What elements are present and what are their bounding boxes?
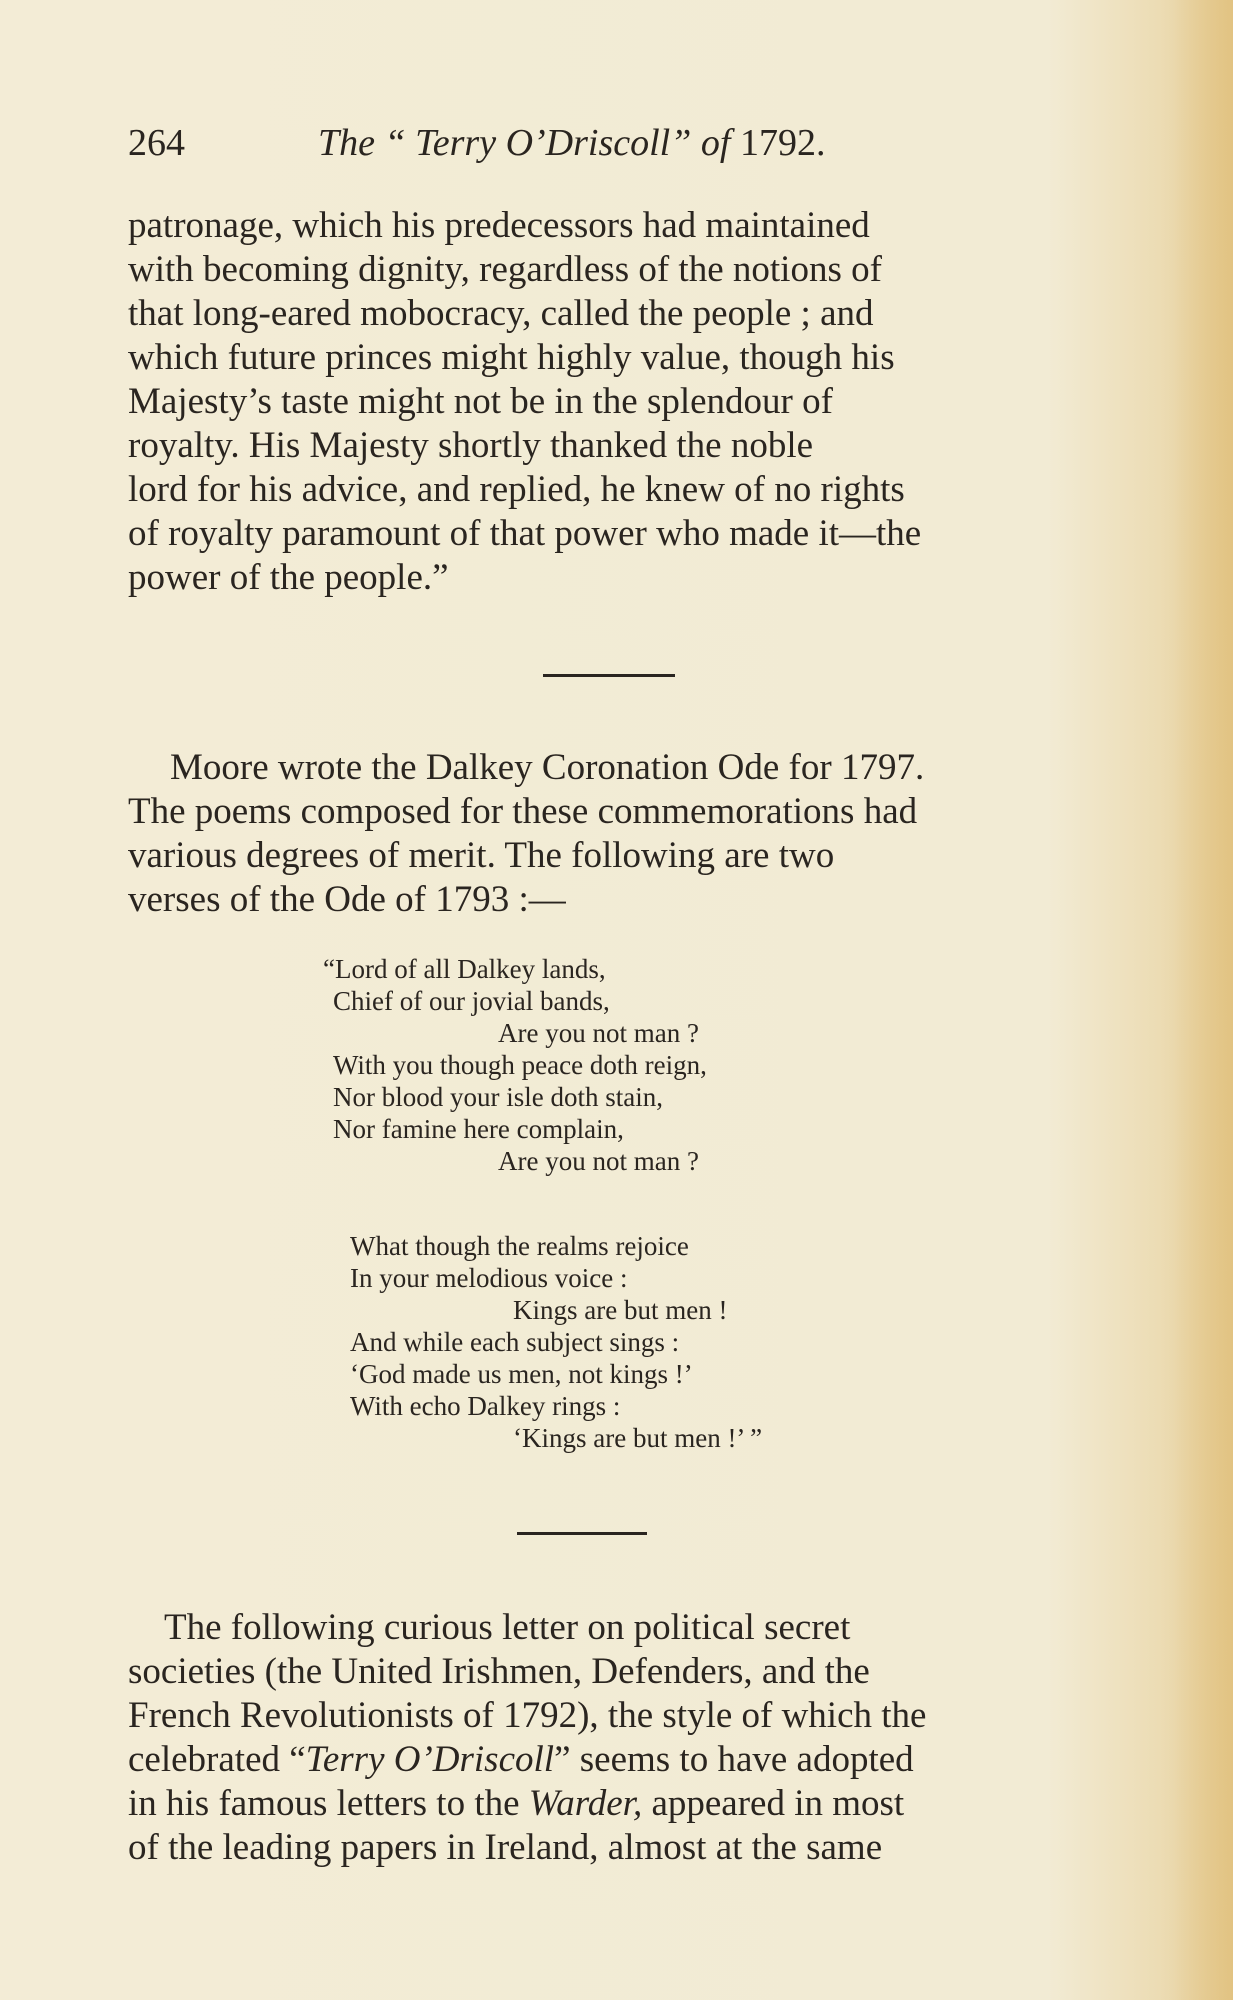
ode-verse-2	[323, 1230, 943, 1454]
page-number: 264	[128, 122, 185, 164]
verse-line: Chief of our jovial bands,	[333, 986, 610, 1016]
text-line: The following curious letter on political secret	[164, 1607, 851, 1648]
page-edge-shadow	[1173, 0, 1233, 2000]
running-head	[128, 118, 968, 168]
text-fragment: appeared in most	[651, 1783, 905, 1824]
text-fragment: celebrated “	[128, 1739, 306, 1780]
verse-line: What though the realms rejoice	[350, 1231, 689, 1261]
italic-title: Warder,	[528, 1783, 643, 1824]
text-line: verses of the Ode of 1793 :—	[128, 879, 566, 920]
running-title-year: 1792.	[739, 122, 826, 164]
text-line: power of the people.”	[128, 557, 449, 598]
text-line: with becoming dignity, regardless of the notions of	[128, 249, 882, 290]
verse-line: “Lord of all Dalkey lands,	[323, 954, 606, 984]
section-divider	[517, 1532, 647, 1535]
section-divider	[543, 674, 675, 677]
verse-line: And while each subject sings :	[350, 1327, 680, 1357]
text-fragment: in his famous letters to the	[128, 1783, 520, 1824]
verse-line: Kings are but men !	[513, 1295, 728, 1325]
verse-line: ‘God made us men, not kings !’	[350, 1359, 693, 1389]
verse-line: With you though peace doth reign,	[333, 1050, 707, 1080]
text-line: societies (the United Irishmen, Defenders, and the	[128, 1651, 870, 1692]
text-fragment: ” seems to have adopted	[554, 1739, 914, 1780]
verse-line: Are you not man ?	[498, 1018, 699, 1048]
text-line: French Revolutionists of 1792), the style of which the	[128, 1695, 927, 1736]
verse-line: In your melodious voice :	[350, 1263, 628, 1293]
text-line	[128, 1738, 1093, 1782]
text-line: The poems composed for these commemorations had	[128, 791, 918, 832]
running-title	[318, 118, 825, 168]
text-line: patronage, which his predecessors had maintained	[128, 205, 870, 246]
text-line: Majesty’s taste might not be in the splendour of	[128, 381, 833, 422]
paragraph-continuation	[128, 204, 1093, 600]
verse-line: With echo Dalkey rings :	[350, 1391, 621, 1421]
running-title-text: The “ Terry O’Driscoll” of	[318, 122, 731, 164]
verse-line: Nor blood your isle doth stain,	[333, 1082, 663, 1112]
paragraph-ode-intro	[128, 746, 1093, 922]
italic-title: Terry O’Driscoll	[305, 1739, 555, 1780]
text-line: various degrees of merit. The following are two	[128, 835, 835, 876]
verse-line: Are you not man ?	[498, 1146, 699, 1176]
text-line: that long-eared mobocracy, called the people ; and	[128, 293, 874, 334]
text-line: of royalty paramount of that power who made it—the	[128, 513, 922, 554]
ode-verse-1	[323, 953, 943, 1177]
text-line	[128, 1782, 1093, 1826]
text-line: Moore wrote the Dalkey Coronation Ode for 1797.	[170, 747, 925, 788]
text-line: lord for his advice, and replied, he knew of no rights	[128, 469, 905, 510]
verse-line: ‘Kings are but men !’ ”	[513, 1423, 763, 1453]
text-line: which future princes might highly value, though his	[128, 337, 895, 378]
text-line: royalty. His Majesty shortly thanked the noble	[128, 425, 814, 466]
text-line: of the leading papers in Ireland, almost at the same	[128, 1827, 883, 1868]
paragraph-letter-intro	[128, 1606, 1093, 1870]
verse-line: Nor famine here complain,	[333, 1114, 624, 1144]
